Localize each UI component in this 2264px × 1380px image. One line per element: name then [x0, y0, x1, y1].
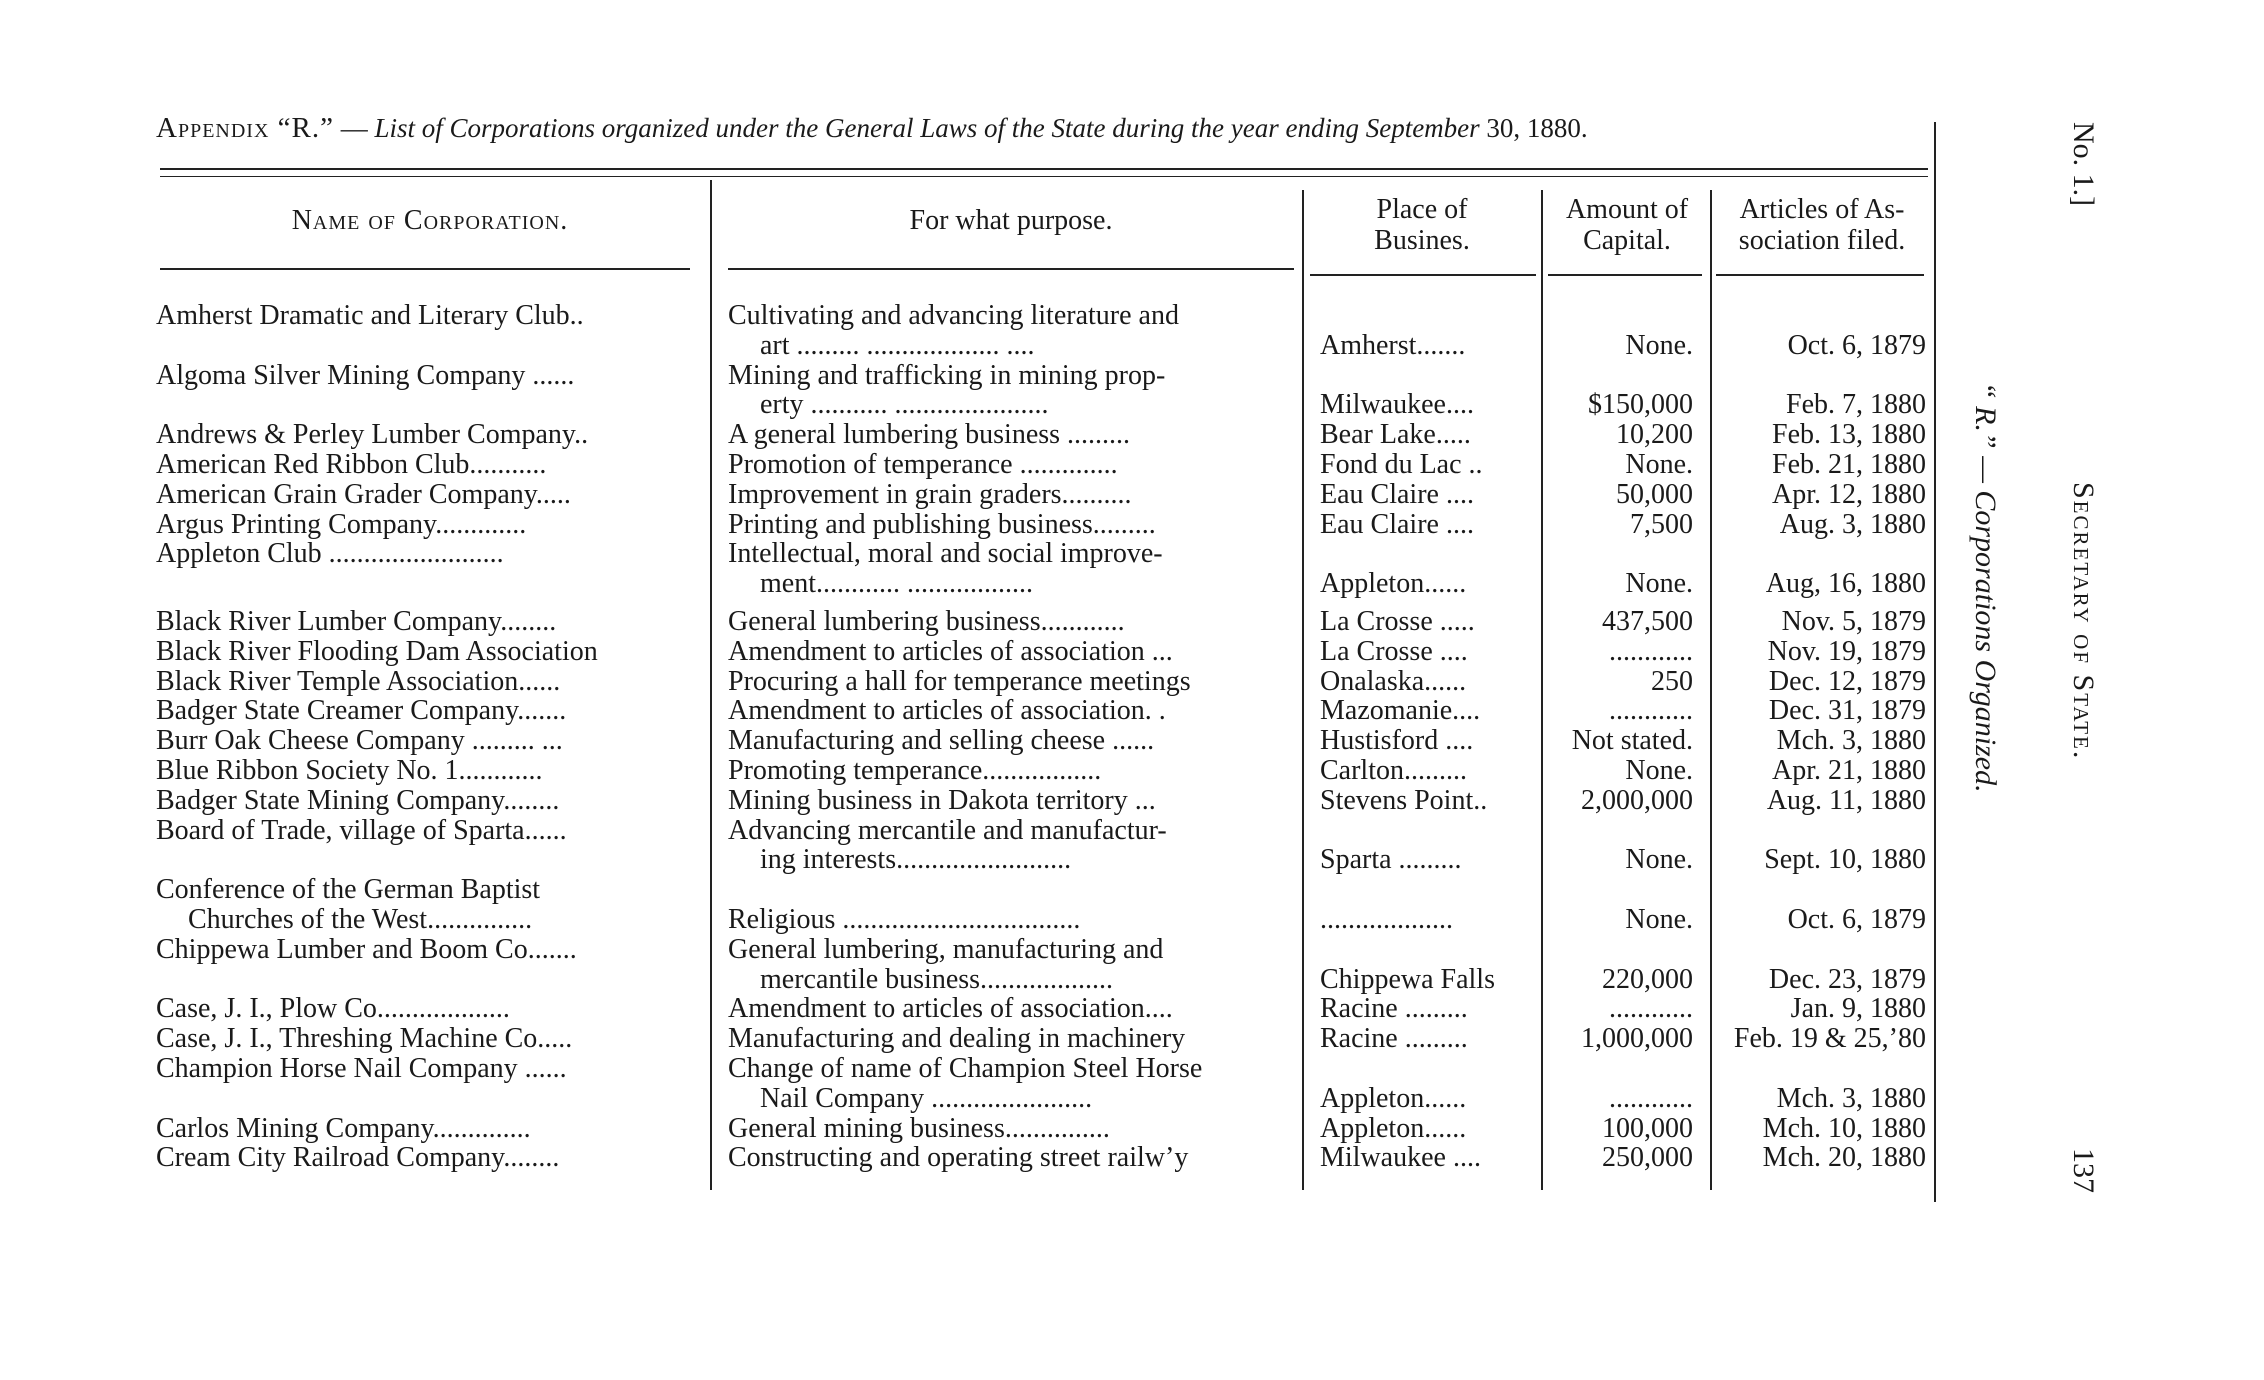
- row-name-cell: Champion Horse Nail Company ......: [156, 1053, 567, 1084]
- row-amount-cell: Not stated.: [1571, 725, 1693, 757]
- row-purpose-cell: Procuring a hall for temperance meetings: [728, 665, 1191, 697]
- row-date-cell: Apr. 21, 1880: [1772, 755, 1926, 786]
- row-place-cell: Eau Claire ....: [1320, 508, 1474, 540]
- row-name-cell: Carlos Mining Company..............: [156, 1112, 531, 1144]
- top-rule-2: [160, 176, 1928, 177]
- row-purpose-cell: ment............ ..................: [760, 568, 1033, 600]
- row-date-cell: Mch. 3, 1880: [1776, 725, 1926, 757]
- header-name: Name of Corporation.: [291, 205, 569, 236]
- row-purpose-cell: Religious ..................................: [728, 904, 1081, 935]
- row-place-cell: Carlton.........: [1320, 755, 1467, 786]
- row-name-cell: Board of Trade, village of Sparta......: [156, 814, 567, 846]
- row-amount-cell: None.: [1625, 449, 1693, 480]
- row-date-cell: Aug. 3, 1880: [1779, 508, 1926, 540]
- row-place-cell: Appleton......: [1320, 568, 1467, 600]
- row-amount-cell: 250,000: [1602, 1142, 1693, 1174]
- row-name-cell: Chippewa Lumber and Boom Co.......: [156, 933, 577, 965]
- row-purpose-cell: Promoting temperance.................: [728, 755, 1102, 786]
- header-rule-purpose: [728, 268, 1294, 270]
- row-name-cell: Churches of the West...............: [188, 904, 533, 935]
- issue-number: No. 1.]: [2067, 122, 2100, 207]
- row-date-cell: Feb. 21, 1880: [1772, 449, 1926, 480]
- row-place-cell: Appleton......: [1320, 1082, 1467, 1114]
- row-name-cell: Algoma Silver Mining Company ......: [156, 359, 575, 391]
- row-purpose-cell: Change of name of Champion Steel Horse: [728, 1053, 1203, 1084]
- row-name-cell: Blue Ribbon Society No. 1............: [156, 755, 543, 786]
- row-date-cell: Apr. 12, 1880: [1772, 478, 1926, 510]
- row-purpose-cell: ing interests.........................: [760, 844, 1072, 876]
- row-purpose-cell: Nail Company .......................: [760, 1082, 1093, 1114]
- row-amount-cell: 2,000,000: [1581, 784, 1693, 816]
- row-date-cell: Nov. 19, 1879: [1767, 635, 1926, 667]
- row-amount-cell: None.: [1625, 844, 1693, 876]
- header-amount-line-2: Capital.: [1583, 225, 1671, 256]
- row-name-cell: Conference of the German Baptist: [156, 874, 541, 906]
- row-name-cell: Black River Lumber Company........: [156, 606, 557, 637]
- header-rule-place: [1310, 274, 1536, 276]
- row-purpose-cell: Constructing and operating street railw’y: [728, 1142, 1189, 1174]
- row-amount-cell: $150,000: [1588, 389, 1693, 421]
- col-divider-3: [1541, 190, 1543, 1190]
- row-amount-cell: ............: [1609, 1082, 1693, 1114]
- row-purpose-cell: mercantile business...................: [760, 963, 1114, 995]
- row-date-cell: Dec. 23, 1879: [1768, 963, 1926, 995]
- header-filed-line-2: sociation filed.: [1738, 225, 1906, 256]
- header-place-line-1: Place of: [1376, 194, 1468, 225]
- row-name-cell: Appleton Club .........................: [156, 538, 504, 570]
- row-place-cell: ...................: [1320, 904, 1453, 935]
- row-purpose-cell: Amendment to articles of association....: [728, 993, 1173, 1025]
- row-date-cell: Mch. 10, 1880: [1762, 1112, 1926, 1144]
- row-name-cell: Black River Temple Association......: [156, 665, 561, 697]
- row-date-cell: Aug, 16, 1880: [1765, 568, 1926, 600]
- row-place-cell: Fond du Lac ..: [1320, 449, 1483, 480]
- row-date-cell: Nov. 5, 1879: [1781, 606, 1926, 637]
- row-amount-cell: None.: [1625, 568, 1693, 600]
- row-date-cell: Jan. 9, 1880: [1790, 993, 1926, 1025]
- row-date-cell: Aug. 11, 1880: [1766, 784, 1926, 816]
- row-purpose-cell: Cultivating and advancing literature and: [728, 300, 1179, 331]
- row-date-cell: Feb. 19 & 25,’80: [1733, 1023, 1926, 1055]
- row-name-cell: Cream City Railroad Company........: [156, 1142, 560, 1174]
- office-running-head: Secretary of State.: [2067, 482, 2100, 761]
- row-purpose-cell: Amendment to articles of association. .: [728, 695, 1166, 727]
- row-name-cell: Case, J. I., Plow Co...................: [156, 993, 510, 1025]
- row-place-cell: Milwaukee ....: [1320, 1142, 1481, 1174]
- header-purpose: For what purpose.: [909, 205, 1113, 236]
- row-name-cell: Burr Oak Cheese Company ......... ...: [156, 725, 563, 757]
- row-date-cell: Dec. 12, 1879: [1768, 665, 1926, 697]
- row-place-cell: Stevens Point..: [1320, 784, 1488, 816]
- col-divider-1: [710, 180, 712, 1190]
- row-date-cell: Feb. 7, 1880: [1786, 389, 1926, 421]
- row-place-cell: Sparta .........: [1320, 844, 1462, 876]
- row-date-cell: Dec. 31, 1879: [1768, 695, 1926, 727]
- row-purpose-cell: Promotion of temperance ..............: [728, 449, 1118, 480]
- header-filed-line-1: Articles of As-: [1739, 194, 1905, 225]
- row-amount-cell: ............: [1609, 695, 1693, 727]
- row-place-cell: La Crosse ....: [1320, 635, 1468, 667]
- row-amount-cell: None.: [1625, 329, 1693, 361]
- title-text: List of Corporations organized under the General Laws of the State during the year ending September: [374, 113, 1480, 143]
- row-name-cell: Argus Printing Company.............: [156, 508, 527, 540]
- top-rule-1: [160, 168, 1928, 170]
- row-amount-cell: ............: [1609, 993, 1693, 1025]
- page-title: [156, 112, 1588, 145]
- header-place-line-2: Busines.: [1374, 225, 1470, 256]
- row-place-cell: Racine .........: [1320, 993, 1468, 1025]
- row-name-cell: Badger State Mining Company........: [156, 784, 560, 816]
- header-amount: [1544, 194, 1710, 256]
- row-amount-cell: 10,200: [1616, 419, 1693, 451]
- row-date-cell: Mch. 3, 1880: [1776, 1082, 1926, 1114]
- row-place-cell: Chippewa Falls: [1320, 963, 1495, 995]
- row-place-cell: Hustisford ....: [1320, 725, 1474, 757]
- row-purpose-cell: art ......... ................... ....: [760, 329, 1035, 361]
- header-rule-amount: [1548, 274, 1702, 276]
- table-right-border: [1934, 122, 1936, 1202]
- row-amount-cell: 437,500: [1602, 606, 1693, 637]
- header-rule-name: [160, 268, 690, 270]
- title-dash: —: [333, 113, 375, 143]
- row-amount-cell: 100,000: [1602, 1112, 1693, 1144]
- row-purpose-cell: Intellectual, moral and social improve-: [728, 538, 1163, 570]
- row-name-cell: Badger State Creamer Company.......: [156, 695, 567, 727]
- row-name-cell: Case, J. I., Threshing Machine Co.....: [156, 1023, 573, 1055]
- row-purpose-cell: Manufacturing and selling cheese ......: [728, 725, 1155, 757]
- row-amount-cell: 7,500: [1630, 508, 1693, 540]
- row-place-cell: La Crosse .....: [1320, 606, 1475, 637]
- row-purpose-cell: Mining and trafficking in mining prop-: [728, 359, 1166, 391]
- row-amount-cell: 250: [1651, 665, 1693, 697]
- row-purpose-cell: General mining business...............: [728, 1112, 1110, 1144]
- row-amount-cell: None.: [1625, 755, 1693, 786]
- row-purpose-cell: erty ........... ......................: [760, 389, 1049, 421]
- row-place-cell: Onalaska......: [1320, 665, 1467, 697]
- row-purpose-cell: General lumbering business............: [728, 606, 1125, 637]
- row-purpose-cell: Printing and publishing business.........: [728, 508, 1156, 540]
- header-place: [1306, 194, 1538, 256]
- row-amount-cell: None.: [1625, 904, 1693, 935]
- row-place-cell: Racine .........: [1320, 1023, 1468, 1055]
- row-place-cell: Eau Claire ....: [1320, 478, 1474, 510]
- row-place-cell: Bear Lake.....: [1320, 419, 1471, 451]
- row-place-cell: Milwaukee....: [1320, 389, 1474, 421]
- header-filed: [1712, 194, 1932, 256]
- row-date-cell: Oct. 6, 1879: [1787, 904, 1926, 935]
- row-name-cell: Black River Flooding Dam Association: [156, 635, 598, 667]
- row-name-cell: Amherst Dramatic and Literary Club..: [156, 300, 584, 331]
- row-place-cell: Mazomanie....: [1320, 695, 1481, 727]
- row-name-cell: American Grain Grader Company.....: [156, 478, 571, 510]
- row-amount-cell: 50,000: [1616, 478, 1693, 510]
- row-purpose-cell: Advancing mercantile and manufactur-: [728, 814, 1167, 846]
- row-place-cell: Amherst.......: [1320, 329, 1466, 361]
- row-date-cell: Oct. 6, 1879: [1787, 329, 1926, 361]
- row-name-cell: American Red Ribbon Club...........: [156, 449, 547, 480]
- title-date: 30, 1880.: [1479, 113, 1588, 143]
- row-purpose-cell: Mining business in Dakota territory ...: [728, 784, 1156, 816]
- header-amount-line-1: Amount of: [1565, 194, 1689, 225]
- row-amount-cell: 1,000,000: [1581, 1023, 1693, 1055]
- header-rule-filed: [1716, 274, 1924, 276]
- row-name-cell: Andrews & Perley Lumber Company..: [156, 419, 589, 451]
- row-purpose-cell: Amendment to articles of association ...: [728, 635, 1173, 667]
- row-amount-cell: ............: [1609, 635, 1693, 667]
- row-date-cell: Sept. 10, 1880: [1764, 844, 1926, 876]
- row-purpose-cell: General lumbering, manufacturing and: [728, 933, 1164, 965]
- row-purpose-cell: A general lumbering business .........: [728, 419, 1131, 451]
- row-date-cell: Feb. 13, 1880: [1772, 419, 1926, 451]
- row-purpose-cell: Improvement in grain graders..........: [728, 478, 1132, 510]
- row-purpose-cell: Manufacturing and dealing in machinery: [728, 1023, 1186, 1055]
- row-date-cell: Mch. 20, 1880: [1762, 1142, 1926, 1174]
- row-place-cell: Appleton......: [1320, 1112, 1467, 1144]
- appendix-label: Appendix “R.”: [156, 112, 334, 144]
- page-number: 137: [2067, 1148, 2100, 1193]
- row-amount-cell: 220,000: [1602, 963, 1693, 995]
- section-running-head: “ R.” — Corporations Organized.: [1969, 382, 2002, 793]
